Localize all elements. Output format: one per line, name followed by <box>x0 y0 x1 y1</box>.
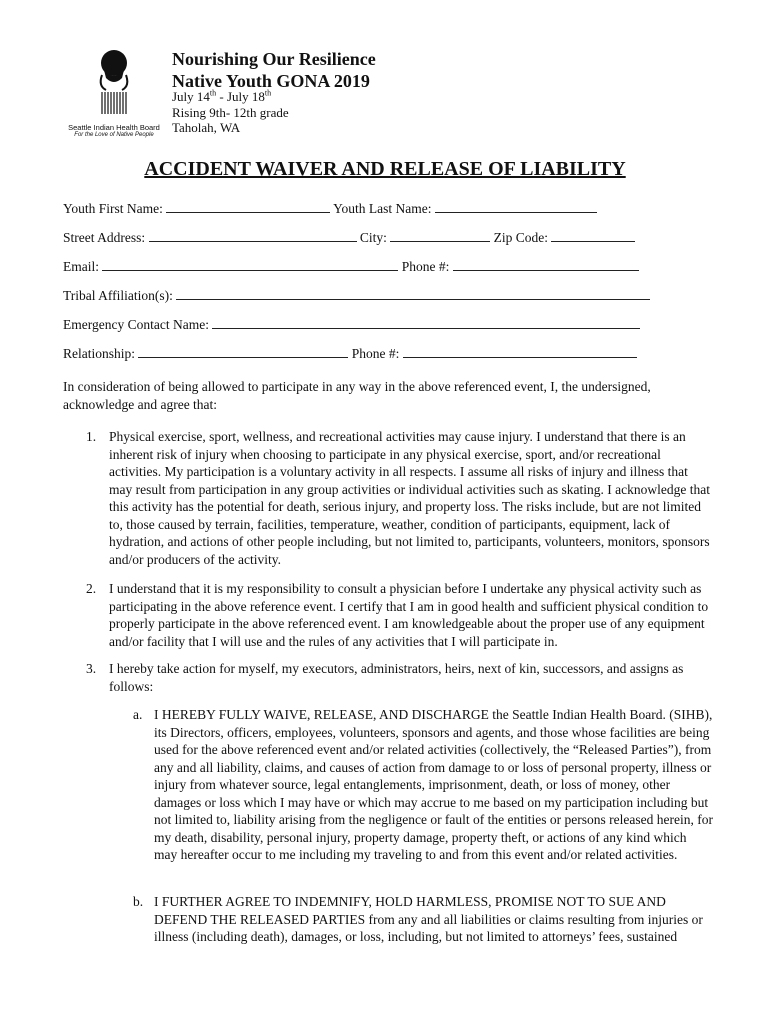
zip-label: Zip Code: <box>493 230 549 245</box>
row-name <box>63 201 597 217</box>
event-location: Taholah, WA <box>172 120 241 135</box>
subitem-a-text: I HEREBY FULLY WAIVE, RELEASE, AND DISCHARGE the Seattle Indian Health Board. (SIHB), its Directors, officers, employees, volunteers, sponsors and agents, and those whose facilities are being used for the above referenced event and/or related activities (collectively, the “Released Parties”), from any and all liability, claims, and causes of action from damage to or loss of personal property, illness or injury from whatever source, legal entanglements, imprisonment, death, or loss of money, other damages or loss which I may have or which may accrue to me based on my participation including but not limited to, liability arising from the negligence or fault of the entities or persons released herein, for my death, disability, personal injury, property damage, property theft, or actions of any kind which may hereafter occur to me including my traveling to and from this event and/or related activities. <box>154 707 713 862</box>
tribal-field[interactable] <box>176 288 650 300</box>
event-title-2: Native Youth GONA 2019 <box>172 71 370 91</box>
item-3-text: I hereby take action for myself, my executors, administrators, heirs, next of kin, successors, and assigns as follows: <box>109 661 684 694</box>
first-name-label: Youth First Name: <box>63 201 163 216</box>
item-2-text: I understand that it is my responsibility to consult a physician before I undertake any physical activity such as participating in the above reference event. I certify that I am in good health and sufficient physical condition to properly participate in the above referenced event. I am knowledgeable about the proper use of any equipment and/or facility that I will use and the rules of any activities that I will participate in. <box>109 581 709 649</box>
subitem-a-number: a. <box>133 707 143 722</box>
zip-field[interactable] <box>551 230 635 242</box>
first-name-field[interactable] <box>166 201 330 213</box>
row-relationship <box>63 346 637 362</box>
date-start: July 14 <box>172 89 210 104</box>
city-label: City: <box>359 230 387 245</box>
event-dates <box>172 89 271 105</box>
row-tribal <box>63 288 650 304</box>
emergency-label: Emergency Contact Name: <box>63 317 209 332</box>
item-2-number: 2. <box>86 581 97 596</box>
org-tagline: For the Love of Native People <box>74 132 154 138</box>
phone-field[interactable] <box>453 259 639 271</box>
item-1-number: 1. <box>86 429 97 444</box>
row-address <box>63 230 635 246</box>
event-grade: Rising 9th- 12th grade <box>172 105 289 120</box>
phone2-label: Phone #: <box>351 346 400 361</box>
date-sep: - July 18 <box>216 89 265 104</box>
subitem-b-number: b. <box>133 894 144 909</box>
org-logo <box>68 48 160 138</box>
intro-paragraph: In consideration of being allowed to participate in any way in the above referenced event, I, the undersigned, acknowledge and agree that: <box>63 379 651 412</box>
date-end-sup: th <box>264 88 272 98</box>
phone2-field[interactable] <box>403 346 637 358</box>
date-start-sup: th <box>209 88 217 98</box>
tribal-label: Tribal Affiliation(s): <box>63 288 173 303</box>
event-title-1: Nourishing Our Resilience <box>172 49 376 69</box>
street-label: Street Address: <box>63 230 146 245</box>
item-1-text: Physical exercise, sport, wellness, and recreational activities may cause injury. I understand that there is an inherent risk of injury when choosing to participate in any physical exercise, sport, and/or recreational activities. My participation is a voluntary activity in all respects. I assume all risks of injury and illness that may result from participation in any group activities or individual activities such as skating. I acknowledge that this activity has the potential for death, serious injury, and property loss. The risks include, but are not limited to, those caused by terrain, facilities, temperature, weather, condition of participants, equipment, lack of hydration, and actions of other people including, but not limited to, participants, volunteers, monitors, sponsors and/or producers of the activity. <box>109 429 710 567</box>
last-name-label: Youth Last Name: <box>333 201 432 216</box>
row-email <box>63 259 639 275</box>
city-field[interactable] <box>390 230 490 242</box>
row-emergency <box>63 317 640 333</box>
relationship-label: Relationship: <box>63 346 135 361</box>
org-logo-icon <box>68 48 160 118</box>
last-name-field[interactable] <box>435 201 597 213</box>
item-3-number: 3. <box>86 661 97 676</box>
document-title: ACCIDENT WAIVER AND RELEASE OF LIABILITY <box>144 158 626 180</box>
email-field[interactable] <box>102 259 398 271</box>
street-field[interactable] <box>149 230 357 242</box>
emergency-field[interactable] <box>212 317 640 329</box>
phone-label: Phone #: <box>401 259 450 274</box>
relationship-field[interactable] <box>138 346 348 358</box>
subitem-b-text: I FURTHER AGREE TO INDEMNIFY, HOLD HARMLESS, PROMISE NOT TO SUE AND DEFEND THE RELEASED PARTIES from any and all liabilities or claims resulting from injuries or illness (including death), damages, or loss, including, but not limited to attorneys’ fees, sustained <box>154 894 703 944</box>
email-label: Email: <box>63 259 99 274</box>
org-name: Seattle Indian Health Board <box>68 123 160 132</box>
